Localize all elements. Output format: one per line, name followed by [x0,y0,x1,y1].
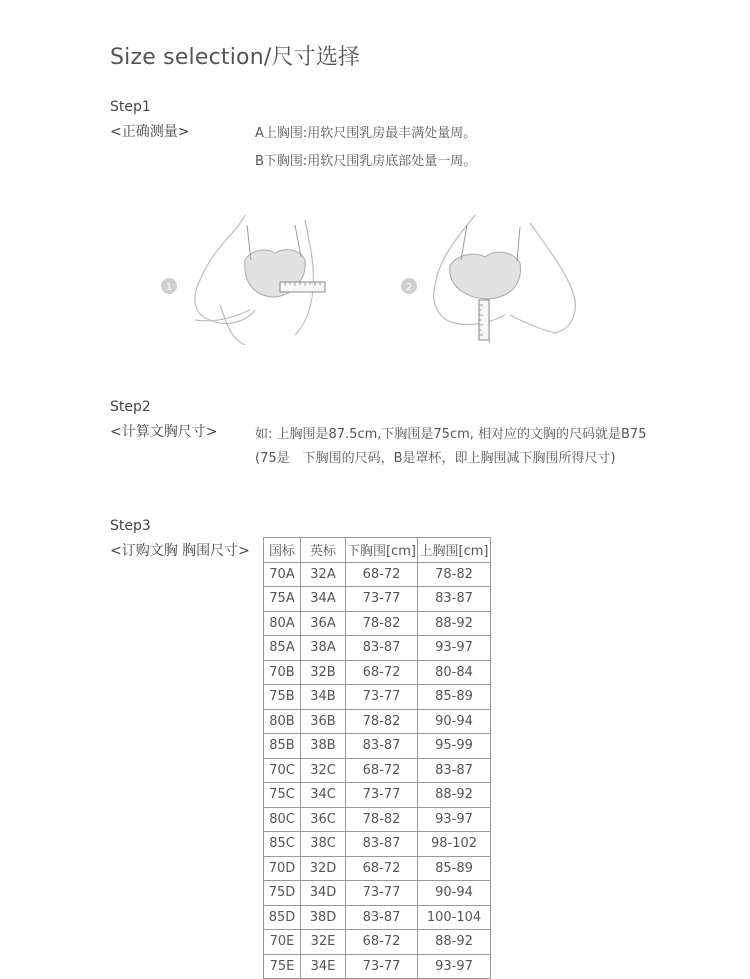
step1-line-under-bust: B下胸围:用软尺围乳房底部处量一周。 [255,154,477,169]
uk-size-cell: 32D [301,856,346,881]
header-under-bust: 下胸围[cm] [346,538,418,563]
uk-size-cell: 34E [301,954,346,979]
under-bust-cell: 68-72 [346,660,418,685]
page-title: Size selection/尺寸选择 [110,45,361,70]
cn-size-cell: 75C [264,783,301,808]
upper-bust-cell: 98-102 [418,832,491,857]
uk-size-cell: 38B [301,734,346,759]
step2-label: Step2 [110,399,151,415]
upper-bust-cell: 93-97 [418,954,491,979]
upper-bust-cell: 93-97 [418,807,491,832]
cn-size-cell: 85D [264,905,301,930]
uk-size-cell: 34D [301,881,346,906]
under-bust-cell: 78-82 [346,807,418,832]
table-row [264,930,491,955]
uk-size-cell: 38A [301,636,346,661]
under-bust-cell: 73-77 [346,783,418,808]
size-table-body [264,562,491,979]
table-row [264,611,491,636]
upper-bust-cell: 78-82 [418,562,491,587]
table-row [264,832,491,857]
uk-size-cell: 36B [301,709,346,734]
step2-example-line: 如: 上胸围是87.5cm,下胸围是75cm, 相对应的文胸的尺码就是B75 [255,427,647,442]
upper-bust-cell: 80-84 [418,660,491,685]
under-bust-cell: 68-72 [346,758,418,783]
under-bust-cell: 83-87 [346,905,418,930]
under-bust-cell: 68-72 [346,562,418,587]
step1-line-upper-bust: A上胸围:用软尺围乳房最丰满处量周。 [255,126,477,141]
upper-bust-cell: 100-104 [418,905,491,930]
uk-size-cell: 34C [301,783,346,808]
step3-label: Step3 [110,518,151,534]
cn-size-cell: 75A [264,587,301,612]
table-row [264,636,491,661]
under-bust-cell: 73-77 [346,587,418,612]
upper-bust-cell: 88-92 [418,930,491,955]
cn-size-cell: 70B [264,660,301,685]
step-number-1: 1 [165,282,173,293]
cn-size-cell: 80B [264,709,301,734]
under-bust-cell: 68-72 [346,930,418,955]
step3-subtitle: <订购文胸 胸围尺寸> [110,543,250,559]
uk-size-cell: 34B [301,685,346,710]
upper-bust-cell: 85-89 [418,685,491,710]
table-row [264,685,491,710]
step-number-2: 2 [405,282,413,293]
under-bust-measure-illustration [395,205,595,345]
table-row [264,709,491,734]
upper-bust-cell: 93-97 [418,636,491,661]
uk-size-cell: 38C [301,832,346,857]
upper-bust-cell: 95-99 [418,734,491,759]
upper-bust-cell: 88-92 [418,783,491,808]
cn-size-cell: 70A [264,562,301,587]
header-cn-size: 国标 [264,538,301,563]
cn-size-cell: 85B [264,734,301,759]
table-row [264,758,491,783]
table-header-row [264,538,491,563]
cn-size-cell: 80A [264,611,301,636]
cn-size-cell: 75D [264,881,301,906]
table-row [264,856,491,881]
under-bust-cell: 68-72 [346,856,418,881]
under-bust-cell: 73-77 [346,881,418,906]
under-bust-cell: 83-87 [346,734,418,759]
table-row [264,881,491,906]
cn-size-cell: 70E [264,930,301,955]
upper-bust-cell: 85-89 [418,856,491,881]
uk-size-cell: 32C [301,758,346,783]
header-uk-size: 英标 [301,538,346,563]
cn-size-cell: 75B [264,685,301,710]
uk-size-cell: 36A [301,611,346,636]
step1-label: Step1 [110,99,151,115]
under-bust-cell: 78-82 [346,611,418,636]
cn-size-cell: 85A [264,636,301,661]
upper-bust-cell: 88-92 [418,611,491,636]
uk-size-cell: 38D [301,905,346,930]
table-row [264,660,491,685]
table-row [264,587,491,612]
uk-size-cell: 36C [301,807,346,832]
step1-subtitle: <正确测量> [110,124,190,140]
under-bust-cell: 83-87 [346,832,418,857]
table-row [264,734,491,759]
cn-size-cell: 85C [264,832,301,857]
size-chart-table [263,537,491,979]
step2-subtitle: <计算文胸尺寸> [110,424,218,440]
upper-bust-cell: 83-87 [418,758,491,783]
table-row [264,807,491,832]
under-bust-cell: 83-87 [346,636,418,661]
uk-size-cell: 32A [301,562,346,587]
cn-size-cell: 70C [264,758,301,783]
step2-explanation-line: (75是 下胸围的尺码，B是罩杯，即上胸围减下胸围所得尺寸) [255,451,616,466]
uk-size-cell: 32E [301,930,346,955]
upper-bust-measure-illustration [155,205,335,345]
upper-bust-cell: 90-94 [418,709,491,734]
table-row [264,783,491,808]
upper-bust-cell: 90-94 [418,881,491,906]
upper-bust-cell: 83-87 [418,587,491,612]
table-row [264,954,491,979]
cn-size-cell: 80C [264,807,301,832]
table-row [264,562,491,587]
uk-size-cell: 32B [301,660,346,685]
table-row [264,905,491,930]
uk-size-cell: 34A [301,587,346,612]
under-bust-cell: 73-77 [346,685,418,710]
under-bust-cell: 73-77 [346,954,418,979]
cn-size-cell: 75E [264,954,301,979]
under-bust-cell: 78-82 [346,709,418,734]
header-upper-bust: 上胸围[cm] [418,538,491,563]
cn-size-cell: 70D [264,856,301,881]
